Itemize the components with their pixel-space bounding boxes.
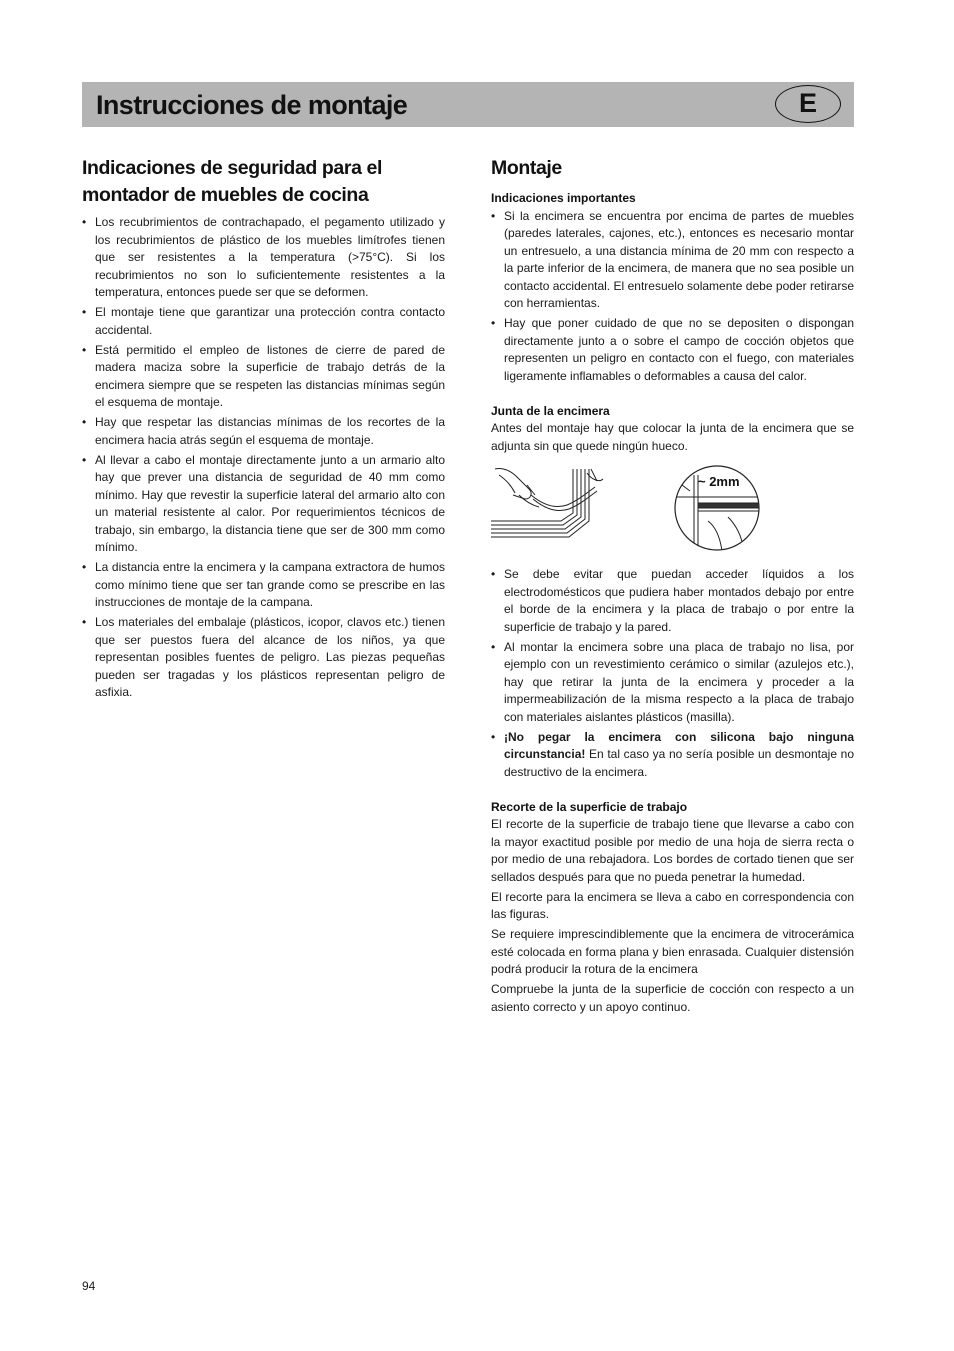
list-item: • Si la encimera se encuentra por encima de partes de muebles (paredes laterales, cajones, etc.), entonces es necesario montar un entresuelo, a una distancia mínima de 20 mm con respecto a la parte inferior de la encimera, de manera que no sea posible un contacto accidental. El entresuelo solamente debe poder retirarse con herramientas.	[491, 208, 854, 313]
cutout-paragraph: Se requiere imprescindiblemente que la encimera de vitrocerámica esté colocada en forma plana y bien enrasada. Cualquier distensión podrá producir la rotura de la encimera	[491, 927, 854, 976]
list-item: • El montaje tiene que garantizar una protección contra contacto accidental.	[82, 304, 445, 339]
gap-measurement-label: ~ 2mm	[698, 474, 740, 489]
left-column	[82, 155, 445, 704]
list-item: • Está permitido el empleo de listones de cierre de pared de madera maciza sobre la superficie de trabajo detrás de la encimera siempre que se respeten las distancias mínimas según el esquema de montaje.	[82, 342, 445, 412]
important-notes-list	[491, 208, 854, 386]
list-item: • Los recubrimientos de contrachapado, el pegamento utilizado y los recubrimientos de plástico de los muebles limítrofes tienen que ser resistentes a la temperatura (>75°C). Si los recubrimientos no son lo suficientemente resistentes a la temperatura, entonces puede ser que se deformen.	[82, 214, 445, 302]
list-item: • Hay que respetar las distancias mínimas de los recortes de la encimera hacia atrás según el esquema de montaje.	[82, 414, 445, 449]
seal-notes-list	[491, 566, 854, 781]
list-item: • Se debe evitar que puedan acceder líquidos a los electrodomésticos que pudiera haber montados debajo por entre el borde de la encimera y la placa de trabajo o por entre la superficie de trabajo y la pared.	[491, 566, 854, 636]
list-item	[491, 729, 854, 782]
seal-application-illustration	[491, 465, 609, 541]
safety-heading: Indicaciones de seguridad para el montador de muebles de cocina	[82, 157, 382, 206]
mounting-heading: Montaje	[491, 157, 562, 179]
cutout-paragraph: Compruebe la junta de la superficie de cocción con respecto a un asiento correcto y un apoyo continuo.	[491, 982, 854, 1014]
list-item: • Hay que poner cuidado de que no se depositen o dispongan directamente junto a o sobre el campo de cocción objetos que representen un peligro en contacto con el fuego, con materiales ligeramente inflamables o deformables a causa del calor.	[491, 315, 854, 385]
seal-figures	[491, 465, 854, 553]
seal-gap-detail-illustration	[672, 465, 762, 551]
page-number: 94	[82, 1279, 96, 1293]
cutout-paragraph: El recorte de la superficie de trabajo tiene que llevarse a cabo con la mayor exactitud posible por medio de una hoja de sierra recta o por medio de una rebajadora. Los bordes de cortado tienen que ser sellados después para que no pueda penetrar la humedad.	[491, 817, 854, 884]
list-item: • Los materiales del embalaje (plásticos, icopor, clavos etc.) tienen que ser puestos fuera del alcance de los niños, ya que representan posibles fuentes de peligro. Las piezas pequeñas pueden ser tragadas y los plásticos representan peligro de asfixia.	[82, 614, 445, 702]
language-badge: E	[775, 85, 841, 123]
silicone-warning-detail: En tal caso ya no sería posible un desmontaje no destructivo de la encimera.	[504, 747, 854, 779]
right-column	[491, 155, 854, 1019]
important-notes-title: Indicaciones importantes	[491, 191, 636, 205]
page-title: Instrucciones de montaje	[96, 90, 408, 120]
silicone-warning: ¡No pegar la encimera con silicona bajo ninguna circunstancia!	[504, 729, 854, 761]
list-item: • La distancia entre la encimera y la campana extractora de humos como mínimo tiene que ser tan grande como se prescribe en las instrucciones de montaje de la campana.	[82, 559, 445, 612]
cutout-paragraph: El recorte para la encimera se lleva a cabo en correspondencia con las figuras.	[491, 889, 854, 921]
safety-list	[82, 214, 445, 702]
cutout-title: Recorte de la superficie de trabajo	[491, 799, 688, 814]
list-item: • Al montar la encimera sobre una placa de trabajo no lisa, por ejemplo con un revestimiento cerámico o similar (azulejos etc.), hay que retirar la junta de la encimera y proceder a la impermeabilización de la misma respecto a la placa de trabajo con materiales aislantes plásticos (masilla).	[491, 639, 854, 727]
seal-title: Junta de la encimera	[491, 403, 610, 418]
header-bar	[82, 82, 854, 127]
list-item: • Al llevar a cabo el montaje directamente junto a un armario alto hay que prever una distancia de seguridad de 40 mm como mínimo. Hay que revestir la superficie lateral del armario alto con un material resistente al calor. Por requerimientos técnicos de trabajo, sin embargo, la distancia tiene que ser de 300 mm como mínimo.	[82, 452, 445, 557]
seal-intro: Antes del montaje hay que colocar la junta de la encimera que se adjunta sin que quede ningún hueco.	[491, 421, 854, 453]
